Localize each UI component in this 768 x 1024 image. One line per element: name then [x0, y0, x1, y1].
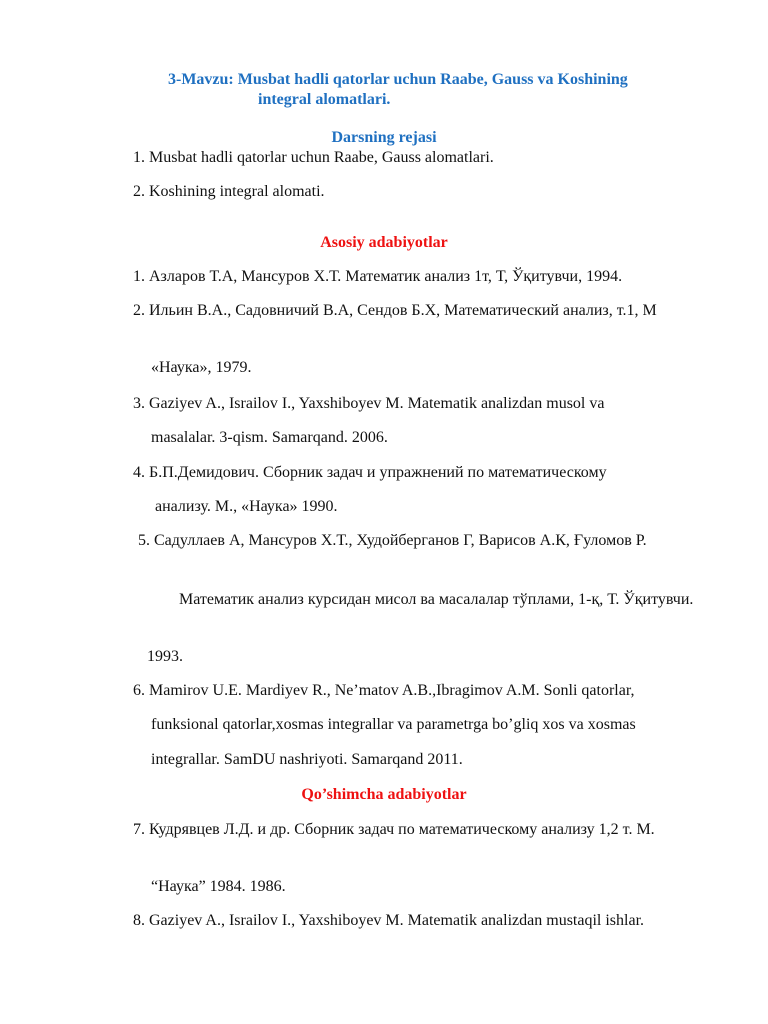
- main-lit-item-3: 3. Gaziyev A., Israilov I., Yaxshiboyev M. Matematik analizdan musol va: [133, 395, 605, 412]
- extra-literature-heading: Qo’shimcha adabiyotlar: [301, 786, 467, 803]
- main-lit-item-6: 6. Mamirov U.E. Mardiyev R., Ne’matov A.B.,Ibragimov A.M. Sonli qatorlar,: [133, 682, 635, 699]
- plan-item-2: 2. Koshining integral alomati.: [133, 183, 325, 200]
- main-lit-item-1: 1. Азларов Т.А, Мансуров Х.Т. Математик анализ 1т, Т, Ўқитувчи, 1994.: [133, 268, 623, 285]
- main-lit-item-6-cont-2: integrallar. SamDU nashriyoti. Samarqand 2011.: [151, 751, 463, 768]
- extra-lit-item-8: 8. Gaziyev A., Israilov I., Yaxshiboyev M. Matematik analizdan mustaqil ishlar.: [133, 912, 645, 929]
- main-lit-item-2: 2. Ильин В.А., Садовничий В.А, Сендов Б.Х, Математический анализ, т.1, М: [133, 302, 657, 319]
- plan-heading: Darsning rejasi: [331, 129, 437, 146]
- extra-lit-item-7-cont: “Наука” 1984. 1986.: [151, 878, 286, 895]
- main-lit-item-5-year: 1993.: [147, 648, 183, 665]
- title-line-1: 3-Mavzu: Musbat hadli qatorlar uchun Raabe, Gauss va Koshining: [168, 71, 628, 88]
- main-lit-item-5-cont: Математик анализ курсидан мисол ва масалалар тўплами, 1-қ, Т. Ўқитувчи.: [179, 591, 694, 608]
- title-line-2: integral alomatlari.: [258, 91, 391, 108]
- plan-item-1: 1. Musbat hadli qatorlar uchun Raabe, Gauss alomatlari.: [133, 149, 494, 166]
- extra-lit-item-7: 7. Кудрявцев Л.Д. и др. Сборник задач по математическому анализу 1,2 т. М.: [133, 821, 655, 838]
- main-lit-item-3-cont: masalalar. 3-qism. Samarqand. 2006.: [151, 429, 388, 446]
- main-lit-item-4-cont: анализу. М., «Наука» 1990.: [155, 498, 338, 515]
- main-lit-item-2-cont: «Наука», 1979.: [151, 359, 252, 376]
- main-lit-item-4: 4. Б.П.Демидович. Сборник задач и упражнений по математическому: [133, 464, 607, 481]
- main-lit-item-5: 5. Садуллаев А, Мансуров Х.Т., Худойберганов Г, Варисов А.К, Ғуломов Р.: [138, 532, 647, 549]
- main-lit-item-6-cont-1: funksional qatorlar,xosmas integrallar va parametrga bo’gliq xos va xosmas: [151, 716, 636, 733]
- main-literature-heading: Asosiy adabiyotlar: [320, 234, 448, 251]
